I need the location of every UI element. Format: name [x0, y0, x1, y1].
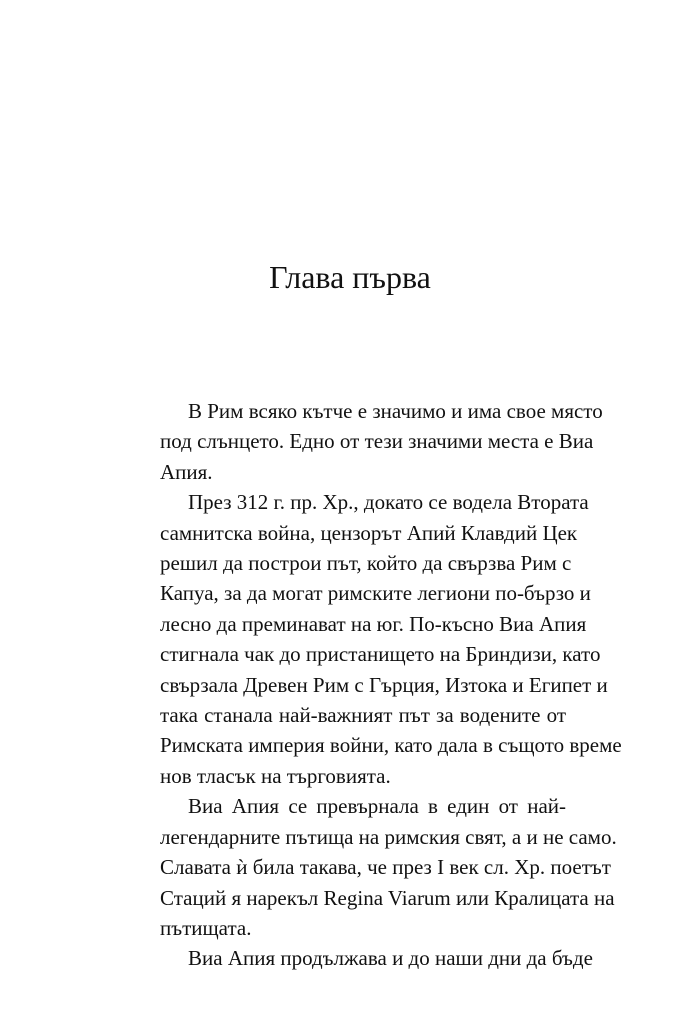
text-line: В Рим всяко кътче е значимо и има свое място	[188, 399, 603, 423]
text-line: решил да построи път, който да свързва Рим с	[160, 551, 572, 576]
text-line: Виа Апия се превърнала в един от най-	[188, 794, 566, 819]
text-line: легендарните пътища на римския свят, а и не само.	[160, 824, 617, 849]
text-body	[132, 396, 622, 974]
text-line: нов тласък на търговията.	[160, 763, 391, 788]
paragraph-2	[132, 487, 622, 791]
text-line: Виа Апия продължава и до наши дни да бъде	[188, 946, 593, 971]
text-line: самнитска война, цензорът Апий Клавдий Цек	[160, 520, 578, 545]
paragraph-4	[132, 943, 593, 973]
text-line: свързала Древен Рим с Гърция, Изтока и Египет и	[160, 672, 608, 697]
text-line: Римската империя войни, като дала в същото време	[160, 733, 622, 758]
text-line: под слънцето. Едно от тези значими места е Виа	[160, 429, 594, 454]
paragraph-3	[132, 791, 617, 943]
paragraph-1	[132, 396, 603, 487]
text-line: Апия.	[160, 459, 213, 484]
text-line: Капуа, за да могат римските легиони по-бързо и	[160, 581, 591, 606]
text-line: така станала най-важният път за водените от	[160, 703, 566, 728]
text-line: Стаций я нарекъл Regina Viarum или Кралицата на	[160, 885, 615, 910]
text-line: лесно да преминават на юг. По-късно Виа Апия	[160, 611, 587, 636]
chapter-title: Глава първа	[269, 259, 431, 295]
text-line: През 312 г. пр. Хр., докато се водела Втората	[188, 490, 589, 515]
text-line: Славата ѝ била такава, че през I век сл. Хр. поетът	[160, 855, 611, 880]
text-line: пътищата.	[160, 915, 252, 940]
text-line: стигнала чак до пристанището на Бриндизи, като	[160, 642, 601, 667]
